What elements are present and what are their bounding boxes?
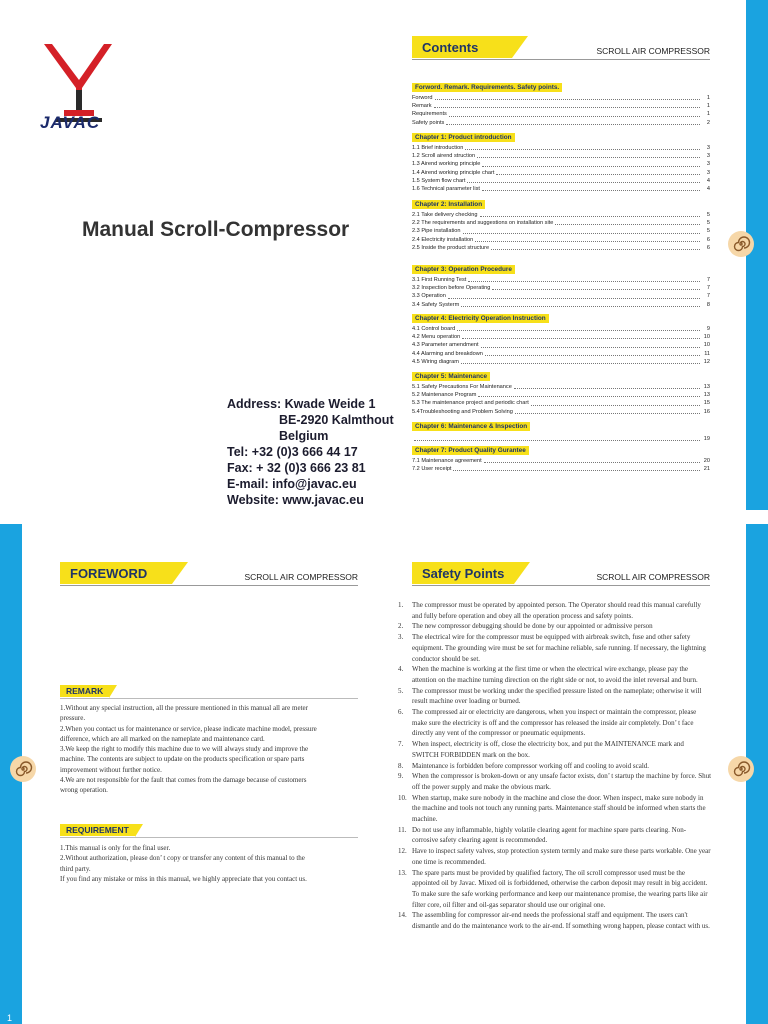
- toc-row[interactable]: 3.3 Operation 7: [412, 293, 710, 300]
- foreword-subtitle: SCROLL AIR COMPRESSOR: [244, 572, 358, 582]
- page-number: 1: [7, 1013, 13, 1023]
- safety-header: [412, 562, 710, 584]
- list-item: 8. Maintenance is forbidden before compressor working off and cooling to avoid scald.: [398, 761, 650, 770]
- toc-section-heading: Chapter 7: Product Quality Gurantee: [412, 446, 529, 455]
- toc-row[interactable]: 4.2 Menu operation 10: [412, 334, 710, 341]
- toc-row[interactable]: 1.6 Technical parameter list 4: [412, 186, 710, 193]
- spiral-icon: [728, 756, 754, 782]
- spiral-icon: [10, 756, 36, 782]
- address-line: Address: Kwade Weide 1: [227, 397, 376, 411]
- list-item: 6. The compressed air or electricity are dangerous, when you inspect or maintain the compressor, please make sure the electricity is off and the compressor has released the inside air completely. Don’ t face directly any vent of the compressor or pneumatic equipments.: [398, 708, 697, 738]
- list-item: 14. The assembling for compressor air-end needs the professional staff and equipment. The users can't dismantle and do the maintenance work to the air-end. If something wrong happen, please contact with us.: [398, 911, 710, 931]
- toc-row[interactable]: 7.2 User receipt 21: [412, 466, 710, 473]
- remark-heading: REMARK: [60, 685, 109, 697]
- list-item: 4. When the machine is working at the first time or when the electrical wire exchange, please pay the attention on the machine turning direction on the right side or not, to avoid the inlet reversal and burn.: [398, 665, 698, 684]
- list-item: 5. The compressor must be working under the specified pressure listed on the nameplate; otherwise it will result machine over loading or burned.: [398, 686, 702, 706]
- toc-section: [412, 307, 710, 366]
- toc-section: [412, 126, 710, 193]
- toc-row[interactable]: 5.2 Maintenance Program 13: [412, 392, 710, 399]
- section-rule: [60, 698, 358, 699]
- toc-row[interactable]: 2.4 Electricity installation 6: [412, 236, 710, 243]
- address-line: BE-2920 Kalmthout: [279, 413, 394, 427]
- list-item: 10. When startup, make sure nobody in the machine and close the door. When inspect, make sure nobody in the machine and tools not touch any running parts. Maintenance staff should be informed when starts the machine.: [398, 793, 706, 824]
- toc-row[interactable]: 5.3 The maintenance project and periodic chart 15: [412, 400, 710, 407]
- toc-row[interactable]: 1.5 System flow chart 4: [412, 177, 710, 184]
- toc-row[interactable]: Requirements 1: [412, 111, 710, 118]
- toc-section-heading: Chapter 3: Operation Procedure: [412, 265, 515, 274]
- list-item: 2. The new compressor debugging should be done by our appointed or admissive person: [398, 622, 653, 631]
- section-rule: [60, 837, 358, 838]
- safety-subtitle: SCROLL AIR COMPRESSOR: [596, 572, 710, 582]
- website-line: Website: www.javac.eu: [227, 493, 364, 507]
- toc-row[interactable]: Remark 1: [412, 103, 710, 110]
- toc-row[interactable]: 3.2 Inspection before Operating 7: [412, 285, 710, 292]
- toc-section-heading: Chapter 4: Electricity Operation Instruction: [412, 314, 549, 323]
- address-line: Belgium: [279, 429, 329, 443]
- list-item: 1. The compressor must be operated by appointed person. The Operator should read this manual carefully and fully before operation and obey all the operation process and safety points.: [398, 601, 701, 620]
- toc-section: [412, 258, 710, 309]
- contents-title: Contents: [412, 36, 512, 58]
- toc-row[interactable]: 1.1 Brief introduction 3: [412, 145, 710, 151]
- page-number: 2: [739, 1013, 745, 1023]
- toc-section-heading: Forword. Remark. Requirements. Safety points.: [412, 83, 562, 92]
- foreword-title: FOREWORD: [60, 562, 172, 584]
- toc-row[interactable]: Safety points 2: [412, 119, 710, 126]
- toc-section-heading: Chapter 2: Installation: [412, 200, 485, 209]
- toc-section-heading: Chapter 6: Maintenance & Inspection: [412, 422, 530, 431]
- toc-row[interactable]: 5.4Troubleshooting and Problem Solving 16: [412, 408, 710, 415]
- toc-row[interactable]: 2.1 Take delivery checking 5: [412, 212, 710, 218]
- spiral-icon: [728, 231, 754, 257]
- toc-section-heading: Chapter 1: Product introduction: [412, 133, 515, 142]
- list-item: 9. When the compressor is broken-down or any unsafe factor exists, don’ t startup the machine by force. Shut off the power supply and make the obvious mark.: [398, 772, 712, 791]
- page-gap: [0, 510, 768, 524]
- contents-subtitle: SCROLL AIR COMPRESSOR: [596, 46, 710, 56]
- remark-text: 1.Without any special instruction, all the pressure mentioned in this manual all are meter pressure. 2.When you contact us for maintenance or service, please indicate machine model, pressure difference, which are all marked on the nameplate and maintenance card. 3.We keep the right to modify this machine due to we will always study and improve the machine. The contents are subject to update on the products specification or spare parts improvement without further notice. 4.We are not responsible for the fault that comes from the damage because of customers wrong operation.: [60, 704, 317, 795]
- toc-row[interactable]: 3.4 Safety Systerm 8: [412, 301, 710, 308]
- email-line: E-mail: info@javac.eu: [227, 477, 357, 491]
- requirement-text: 1.This manual is only for the final user. 2.Without authorization, please don’ t copy or transfer any content of this manual to the third party. If you find any mistake or miss in this manual, we highly appreciate that you contact us.: [60, 844, 307, 883]
- safety-title: Safety Points: [412, 562, 514, 584]
- list-item: 7. When inspect, electricity is off, close the electricity box, and put the MAINTENANCE mark and SWITCH FORBIDDEN mark on the box.: [398, 740, 684, 759]
- toc-row[interactable]: 2.2 The requirements and suggestions on installation site 5: [412, 220, 710, 227]
- phone-line: Tel: +32 (0)3 666 44 17: [227, 445, 358, 459]
- cover-title: Manual Scroll-Compressor: [82, 218, 350, 241]
- list-item: 11. Do not use any inflammable, highly volatile clearing agent for machine spare parts clearing. Non-corrosive safety clearing agent is recommended.: [398, 825, 687, 845]
- header-rule: [60, 585, 358, 586]
- toc-section: [412, 193, 710, 252]
- header-rule: [412, 585, 710, 586]
- toc-section: [412, 439, 710, 473]
- requirement-heading: REQUIREMENT: [60, 824, 135, 836]
- toc-row[interactable]: 3.1 First Running Test 7: [412, 277, 710, 283]
- foreword-header: [60, 562, 358, 584]
- brand-name: JAVAC: [40, 113, 101, 132]
- toc-section: [412, 76, 710, 127]
- toc-section-heading: Chapter 5: Maintenance: [412, 372, 490, 381]
- header-rule: [412, 59, 710, 60]
- toc-row[interactable]: 4.4 Alarming and breakdown 11: [412, 350, 710, 357]
- toc-row[interactable]: 4.1 Control board 9: [412, 326, 710, 332]
- toc-row[interactable]: 2.3 Pipe installation 5: [412, 228, 710, 235]
- toc-section: [412, 365, 710, 416]
- company-address: [227, 396, 394, 508]
- toc-row[interactable]: 19: [412, 435, 710, 443]
- safety-list: [398, 600, 712, 932]
- toc-row[interactable]: 2.5 Inside the product structure 6: [412, 244, 710, 251]
- toc-row[interactable]: 1.2 Scroll airend struction 3: [412, 153, 710, 160]
- toc-row[interactable]: 4.5 Wiring diagram 12: [412, 358, 710, 365]
- toc-row[interactable]: 5.1 Safety Precautions For Maintenance 13: [412, 384, 710, 390]
- fax-line: Fax: + 32 (0)3 666 23 81: [227, 461, 366, 475]
- toc-row[interactable]: 1.3 Airend working principle 3: [412, 161, 710, 168]
- contents-header: [412, 36, 710, 58]
- toc-row[interactable]: Forword 1: [412, 95, 710, 101]
- list-item: 3. The electrical wire for the compressor must be equipped with airbreak switch, fuse and other safety equipment. The grounding wire must be set for machine reliable, safe running. If necessary, the lightning conductor should be set.: [398, 633, 706, 663]
- list-item: 12. Have to inspect safety valves, stop protection system termly and make sure these parts workable. One year one time is recommended.: [398, 847, 711, 866]
- list-item: 13. The spare parts must be provided by qualified factory, The oil scroll compressor used must be the appointed oil by Javac. Mixed oil is forbiddened, otherwise the carbon deposit may result in big accident. To make sure the safe working performance and keep our maintenance promise, the wearing parts like air filter core, oil filter and oil-gas separator should use our original one.: [398, 868, 708, 909]
- side-strip-top-right: [746, 0, 768, 510]
- toc-row[interactable]: 7.1 Maintenance agreement 20: [412, 458, 710, 464]
- toc-row[interactable]: 4.3 Parameter amendment 10: [412, 342, 710, 349]
- toc-row[interactable]: 1.4 Airend working principle chart 3: [412, 169, 710, 176]
